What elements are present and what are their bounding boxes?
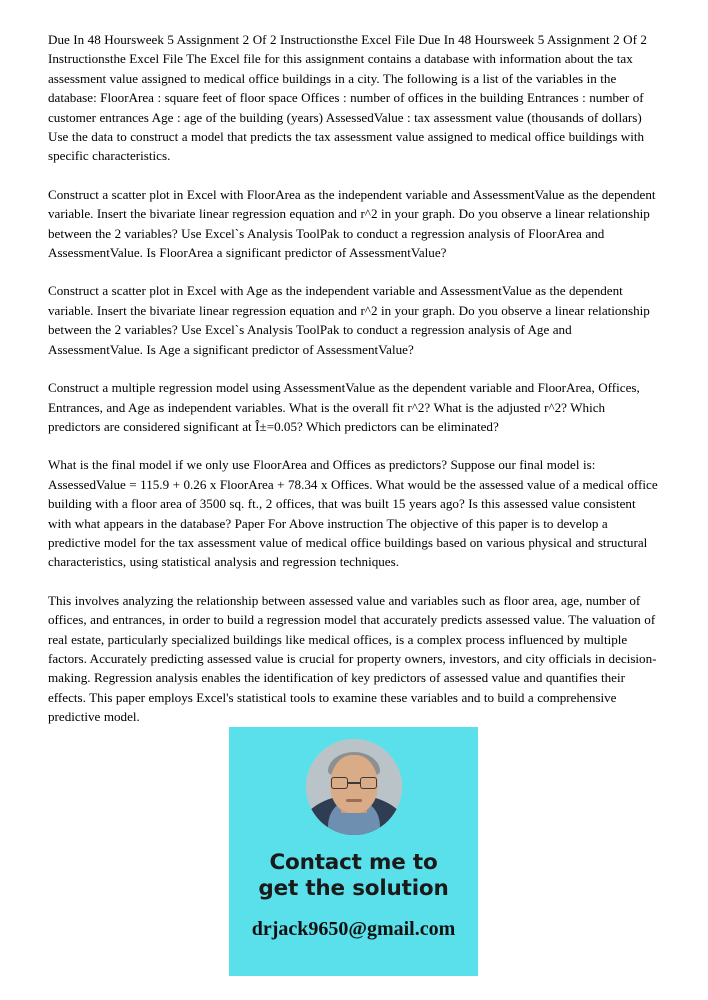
glasses-icon	[331, 777, 377, 789]
contact-line-1: Contact me to	[269, 850, 438, 875]
paragraph-2: Construct a scatter plot in Excel with FloorArea as the independent variable and AssessmentValue as the dependent variable. Insert the bivariate linear regression equation and r^2 in your graph. Do you observe a linear relationship between the 2 variables? Use Excel`s Analysis ToolPak to conduct a regression analysis of FloorArea and AssessmentValue. Is FloorArea a significant predictor of AssessmentValue?	[48, 186, 656, 261]
document-text-body	[48, 30, 660, 727]
paragraph-5: What is the final model if we only use FloorArea and Offices as predictors? Suppose our final model is: AssessedValue = 115.9 + 0.26 x FloorArea + 78.34 x Offices. What would be the assessed value of a medical office building with a floor area of 3500 sq. ft., 2 offices, that was built 15 years ago? Is this assessed value consistent with what appears in the database? Paper For Above instruction The objective of this paper is to develop a predictive model for the tax assessment value of medical office buildings based on various physical and structural characteristics, using statistical analysis and regression techniques.	[48, 457, 658, 570]
contact-overlay-card	[229, 727, 478, 976]
contact-email[interactable]: drjack9650@gmail.com	[251, 918, 456, 940]
paragraph-1: Due In 48 Hoursweek 5 Assignment 2 Of 2 Instructionsthe Excel File Due In 48 Hoursweek 5 Assignment 2 Of 2 Instructionsthe Excel File The Excel file for this assignment contains a database with information about the tax assessment value assigned to medical office buildings in a city. The following is a list of the variables in the database: FloorArea : square feet of floor space Offices : number of offices in the building Entrances : number of customer entrances Age : age of the building (years) AssessedValue : tax assessment value (thousands of dollars) Use the data to construct a model that predicts the tax assessment value assigned to medical office buildings with specific characteristics.	[48, 32, 647, 164]
contact-line-2: get the solution	[258, 876, 449, 901]
avatar	[306, 739, 402, 835]
paragraph-6: This involves analyzing the relationship between assessed value and variables such as floor area, age, number of offices, and entrances, in order to build a regression model that accurately predicts assessed value. The valuation of real estate, particularly specialized buildings like medical offices, is a complex process influenced by multiple factors. Accurately predicting assessed value is crucial for property owners, investors, and city officials in decision-making. Regression analysis enables the identification of key predictors of assessed value and quantifies their effects. This paper employs Excel's statistical tools to examine these variables and to build a comprehensive predictive model.	[48, 592, 657, 725]
avatar-mouth	[346, 799, 362, 802]
paragraph-3: Construct a scatter plot in Excel with Age as the independent variable and AssessmentValue as the dependent variable. Insert the bivariate linear regression equation and r^2 in your graph. Do you observe a linear relationship between the 2 variables? Use Excel`s Analysis ToolPak to conduct a regression analysis of Age and AssessmentValue. Is Age a significant predictor of AssessmentValue?	[48, 283, 650, 357]
paragraph-4: Construct a multiple regression model using AssessmentValue as the dependent variable and FloorArea, Offices, Entrances, and Age as independent variables. What is the overall fit r^2? What is the adjusted r^2? Which predictors are considered significant at Î±=0.05? Which predictors can be eliminated?	[48, 380, 640, 434]
